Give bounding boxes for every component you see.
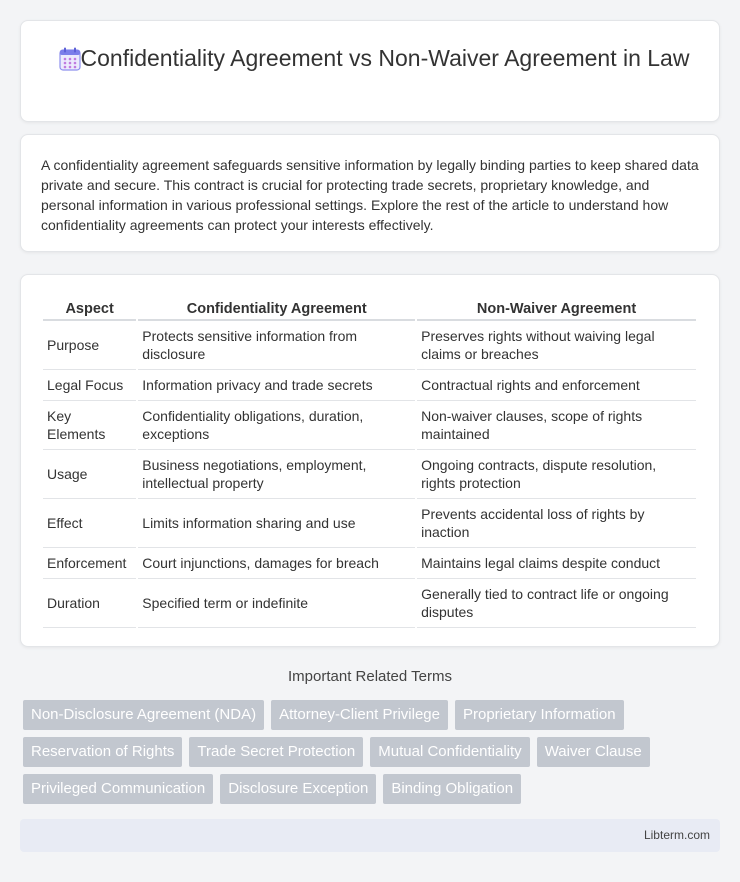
table-row — [43, 450, 696, 499]
header-non-waiver: Non-Waiver Agreement — [417, 295, 696, 321]
related-term-tag[interactable]: Disclosure Exception — [220, 774, 376, 804]
non-waiver-cell: Preserves rights without waiving legal claims or breaches — [417, 321, 696, 370]
footer-site-link[interactable]: Libterm.com — [643, 828, 710, 842]
page-title: Confidentiality Agreement vs Non-Waiver Agreement in Law — [80, 45, 690, 71]
confidentiality-cell: Information privacy and trade secrets — [138, 370, 415, 401]
confidentiality-cell: Limits information sharing and use — [138, 499, 415, 548]
non-waiver-cell: Non-waiver clauses, scope of rights maintained — [417, 401, 696, 450]
intro-paragraph: A confidentiality agreement safeguards sensitive information by legally binding parties to keep shared data private and secure. This contract is crucial for protecting trade secrets, proprietary knowledge, and personal information in various professional settings. Explore the rest of the article to understand how confidentiality agreements can protect your interests effectively. — [41, 157, 699, 233]
table-row — [43, 321, 696, 370]
related-term-tag[interactable]: Reservation of Rights — [23, 737, 182, 767]
aspect-cell: Effect — [43, 499, 136, 548]
table-header-row — [43, 295, 696, 321]
non-waiver-cell: Ongoing contracts, dispute resolution, rights protection — [417, 450, 696, 499]
aspect-cell: Legal Focus — [43, 370, 136, 401]
confidentiality-cell: Confidentiality obligations, duration, exceptions — [138, 401, 415, 450]
table-row — [43, 579, 696, 628]
non-waiver-cell: Contractual rights and enforcement — [417, 370, 696, 401]
related-terms-heading: Important Related Terms — [288, 668, 452, 685]
related-term-tag[interactable]: Proprietary Information — [455, 700, 624, 730]
non-waiver-cell: Generally tied to contract life or ongoing disputes — [417, 579, 696, 628]
aspect-cell: Usage — [43, 450, 136, 499]
aspect-cell: Purpose — [43, 321, 136, 370]
table-row — [43, 548, 696, 579]
table-row — [43, 401, 696, 450]
table-row — [43, 370, 696, 401]
table-row — [43, 499, 696, 548]
related-term-tag[interactable]: Privileged Communication — [23, 774, 213, 804]
intro-card — [20, 134, 720, 252]
related-term-tag[interactable]: Binding Obligation — [383, 774, 521, 804]
aspect-cell: Enforcement — [43, 548, 136, 579]
header-aspect: Aspect — [43, 295, 136, 321]
related-terms-list — [23, 700, 723, 811]
related-term-tag[interactable]: Trade Secret Protection — [189, 737, 363, 767]
confidentiality-cell: Business negotiations, employment, intellectual property — [138, 450, 415, 499]
comparison-table-card — [20, 274, 720, 647]
aspect-cell: Duration — [43, 579, 136, 628]
related-term-tag[interactable]: Waiver Clause — [537, 737, 650, 767]
confidentiality-cell: Court injunctions, damages for breach — [138, 548, 415, 579]
related-term-tag[interactable]: Mutual Confidentiality — [370, 737, 529, 767]
confidentiality-cell: Protects sensitive information from disclosure — [138, 321, 415, 370]
aspect-cell: Key Elements — [43, 401, 136, 450]
footer — [20, 819, 720, 852]
confidentiality-cell: Specified term or indefinite — [138, 579, 415, 628]
header-confidentiality: Confidentiality Agreement — [138, 295, 415, 321]
non-waiver-cell: Prevents accidental loss of rights by inaction — [417, 499, 696, 548]
non-waiver-cell: Maintains legal claims despite conduct — [417, 548, 696, 579]
title-card — [20, 20, 720, 122]
related-term-tag[interactable]: Attorney-Client Privilege — [271, 700, 448, 730]
comparison-table — [41, 295, 698, 628]
related-term-tag[interactable]: Non-Disclosure Agreement (NDA) — [23, 700, 264, 730]
